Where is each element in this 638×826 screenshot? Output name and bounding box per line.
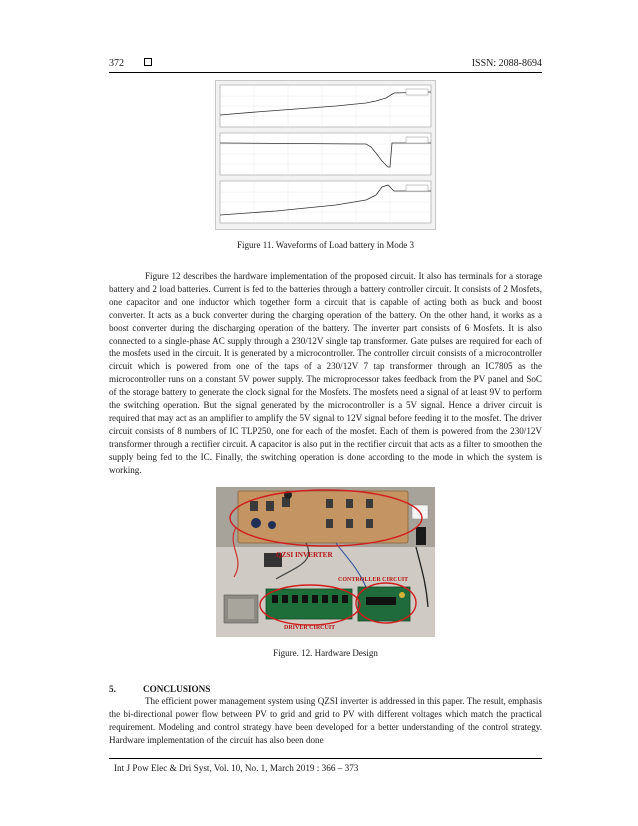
body-paragraph-1: Figure 12 describes the hardware implementation of the proposed circuit. It also has terminals for a storage battery and 2 load batteries. Current is fed to the batteries through a battery controller circuit. It consists of 2 Mosfets, one capacitor and one inductor which together form a circuit that is capable of acting both as buck and boost converter. It acts as a buck converter during the charging operation of the battery. On the other hand, it works as a boost converter during the discharging operation of the battery. The inverter part consists of 6 Mosfets. It is also connected to a single-phase AC supply through a 230/12V single tap transformer. Gate pulses are required for each of the mosfets used in the circuit. It is generated by a microcontroller. The controller circuit consists of a microcontroller circuit which is powered from one of the taps of a 230/12V 7 tap transformer through an IC7805 as the microcontroller runs on a constant 5V power supply. The microprocessor takes feedback from the PV panel and SoC of the storage battery to generate the clock signal for the Mosfets. The mosfets need a signal of at least 9V to perform the switching operation. But the signal generated by the microcontroller is a 5V signal. Hence a driver circuit is required that may act as an amplifier to amplify the 5V signal to 12V signal before feeding it to the mosfet. The driver circuit consists of 8 numbers of IC TLP250, one for each of the mosfet. Each of them is powered from the 230/12V transformer through a rectifier circuit. A capacitor is also put in the rectifier circuit that acts as a filter to smoothen the supply being fed to the IC. Finally, the switching operation is done according to the mode in which the system is working. <box>109 271 542 475</box>
legend-box-1 <box>406 89 428 95</box>
conclusion-paragraph: The efficient power management system using QZSI inverter is addressed in this paper. The result, emphasis the bi-directional power flow between PV to grid and grid to PV with different voltages which match the practical requirement. Modeling and control strategy have been developed for a better understanding of the control strategy. Hardware implementation of the circuit has also been done <box>109 696 542 745</box>
page-number: 372 <box>109 58 124 69</box>
figure-12-caption: Figure. 12. Hardware Design <box>273 648 378 658</box>
footer-citation: Int J Pow Elec & Dri Syst, Vol. 10, No. 1, March 2019 : 366 – 373 <box>114 763 359 773</box>
section-number: 5. <box>109 684 116 694</box>
driver-circuit-label: DRIVER CIRCUIT <box>284 625 336 631</box>
section-title: CONCLUSIONS <box>143 684 211 694</box>
issn-label: ISSN: 2088-8694 <box>471 58 542 69</box>
legend-box-3 <box>406 185 428 191</box>
legend-box-2 <box>406 137 428 143</box>
section-heading <box>109 684 210 694</box>
figure-11-waveforms <box>215 80 436 230</box>
footer-rule <box>109 758 542 759</box>
qzsi-inverter-label: QZSI INVERTER <box>276 551 333 559</box>
controller-circuit-label: CONTROLLER CIRCUIT <box>338 577 409 583</box>
figure-11-caption: Figure 11. Waveforms of Load battery in Mode 3 <box>237 240 414 250</box>
header-rule <box>109 72 542 73</box>
header-box-symbol <box>144 58 152 66</box>
figure-12-hardware-photo <box>216 487 435 637</box>
